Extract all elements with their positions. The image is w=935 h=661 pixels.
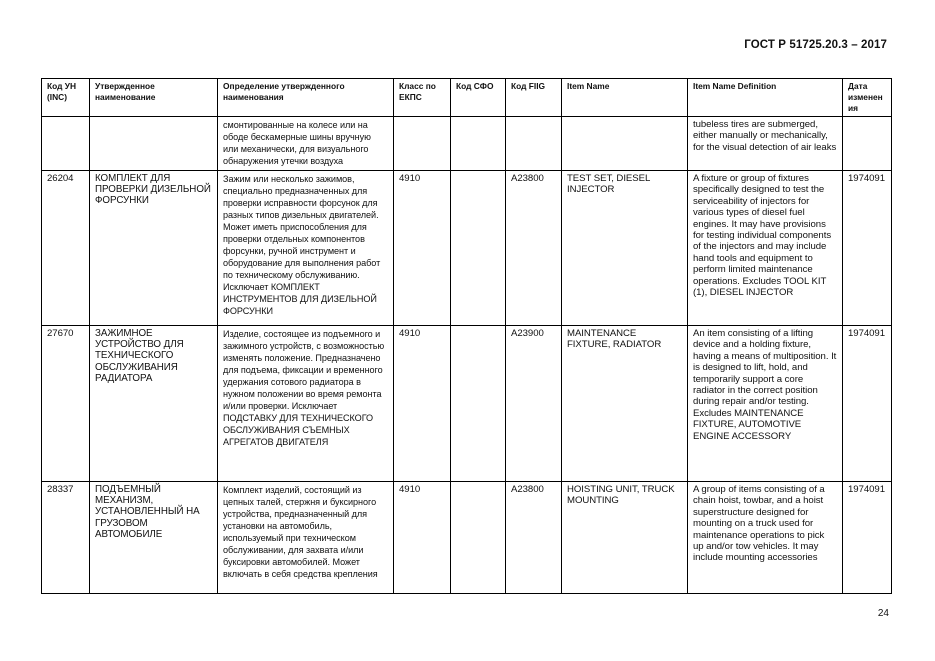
cell-inc [42,117,90,171]
cell-change-date: 1974091 [843,482,892,594]
cell-approved-name-definition: Зажим или несколько зажимов, специально предназначенных для проверки исправности форсунок для разных типов дизельных двигателей. Может иметь приспособления для проверки отдельных компонентов форсунки, ручной инструмент и оборудование для выполнения работ по техническому обслуживанию. Исключает КОМПЛЕКТ ИНСТРУМЕНТОВ ДЛЯ ДИЗЕЛЬНОЙ ФОРСУНКИ [218,171,394,326]
cell-inc: 27670 [42,326,90,482]
cell-change-date [843,117,892,171]
cell-sfo-code [451,171,506,326]
cell-sfo-code [451,326,506,482]
cell-item-name-definition: A fixture or group of fixtures specifically designed to test the serviceability of injectors for various types of diesel fuel engines. It may have provisions for testing individual components of the injectors and may include hand tools and equipment to perform limited maintenance operations. Excludes TOOL KIT (1), DIESEL INJECTOR [688,171,843,326]
item-names-table [41,78,892,594]
cell-item-name-definition: A group of items consisting of a chain hoist, towbar, and a hoist superstructure designed for mounting on a truck used for maintenance operations to pick up and/or tow vehicles. It may include mounting accessories [688,482,843,594]
column-header-inc: Код УН (INC) [42,79,90,117]
cell-ekps-class: 4910 [394,326,451,482]
cell-approved-name-definition: смонтированные на колесе или на ободе бескамерные шины вручную или механически, для визуального обнаружения утечки воздуха [218,117,394,171]
column-header-sfo-code: Код СФО [451,79,506,117]
cell-inc: 26204 [42,171,90,326]
cell-item-name: MAINTENANCE FIXTURE, RADIATOR [562,326,688,482]
column-header-item-name-definition: Item Name Definition [688,79,843,117]
cell-ekps-class [394,117,451,171]
column-header-approved-name-definition: Определение утвержденного наименования [218,79,394,117]
cell-approved-name [90,117,218,171]
cell-change-date: 1974091 [843,171,892,326]
column-header-change-date: Дата изменения [843,79,892,117]
column-header-fiig-code: Код FIIG [506,79,562,117]
cell-approved-name: ЗАЖИМНОЕ УСТРОЙСТВО ДЛЯ ТЕХНИЧЕСКОГО ОБСЛУЖИВАНИЯ РАДИАТОРА [90,326,218,482]
cell-approved-name-definition: Изделие, состоящее из подъемного и зажимного устройств, с возможностью изменять положение. Предназначено для подъема, фиксации и временного удержания сотового радиатора в нужном положении во время ремонта и/или проверки. Исключает ПОДСТАВКУ ДЛЯ ТЕХНИЧЕСКОГО ОБСЛУЖИВАНИЯ СЪЕМНЫХ АГРЕГАТОВ ДВИГАТЕЛЯ [218,326,394,482]
cell-approved-name: КОМПЛЕКТ ДЛЯ ПРОВЕРКИ ДИЗЕЛЬНОЙ ФОРСУНКИ [90,171,218,326]
cell-item-name: TEST SET, DIESEL INJECTOR [562,171,688,326]
cell-fiig-code: A23900 [506,326,562,482]
cell-approved-name-definition: Комплект изделий, состоящий из цепных талей, стержня и буксирного устройства, предназначенный для установки на автомобиль, используемый при техническом обслуживании, для захвата и/или буксировки автомобилей. Может включать в себя средства крепления [218,482,394,594]
column-header-item-name: Item Name [562,79,688,117]
document-header-standard-number: ГОСТ Р 51725.20.3 – 2017 [744,39,887,51]
cell-ekps-class: 4910 [394,482,451,594]
cell-item-name [562,117,688,171]
cell-approved-name: ПОДЪЕМНЫЙ МЕХАНИЗМ, УСТАНОВЛЕННЫЙ НА ГРУЗОВОМ АВТОМОБИЛЕ [90,482,218,594]
cell-item-name-definition: An item consisting of a lifting device and a holding fixture, having a means of multiposition. It is designed to lift, hold, and temporarily support a core radiator in the correct position during repair and/or testing. Excludes MAINTENANCE FIXTURE, AUTOMOTIVE ENGINE ACCESSORY [688,326,843,482]
cell-change-date: 1974091 [843,326,892,482]
table-row [42,171,892,326]
cell-ekps-class: 4910 [394,171,451,326]
cell-inc: 28337 [42,482,90,594]
cell-fiig-code [506,117,562,171]
cell-sfo-code [451,482,506,594]
column-header-ekps-class: Класс по ЕКПС [394,79,451,117]
cell-fiig-code: A23800 [506,482,562,594]
cell-sfo-code [451,117,506,171]
table-row [42,482,892,594]
cell-item-name-definition: tubeless tires are submerged, either manually or mechanically, for the visual detection of air leaks [688,117,843,171]
column-header-approved-name: Утвержденное наименование [90,79,218,117]
page-number: 24 [877,608,889,619]
table-header-row [42,79,892,117]
table-row [42,326,892,482]
table-row [42,117,892,171]
cell-fiig-code: A23800 [506,171,562,326]
cell-item-name: HOISTING UNIT, TRUCK MOUNTING [562,482,688,594]
